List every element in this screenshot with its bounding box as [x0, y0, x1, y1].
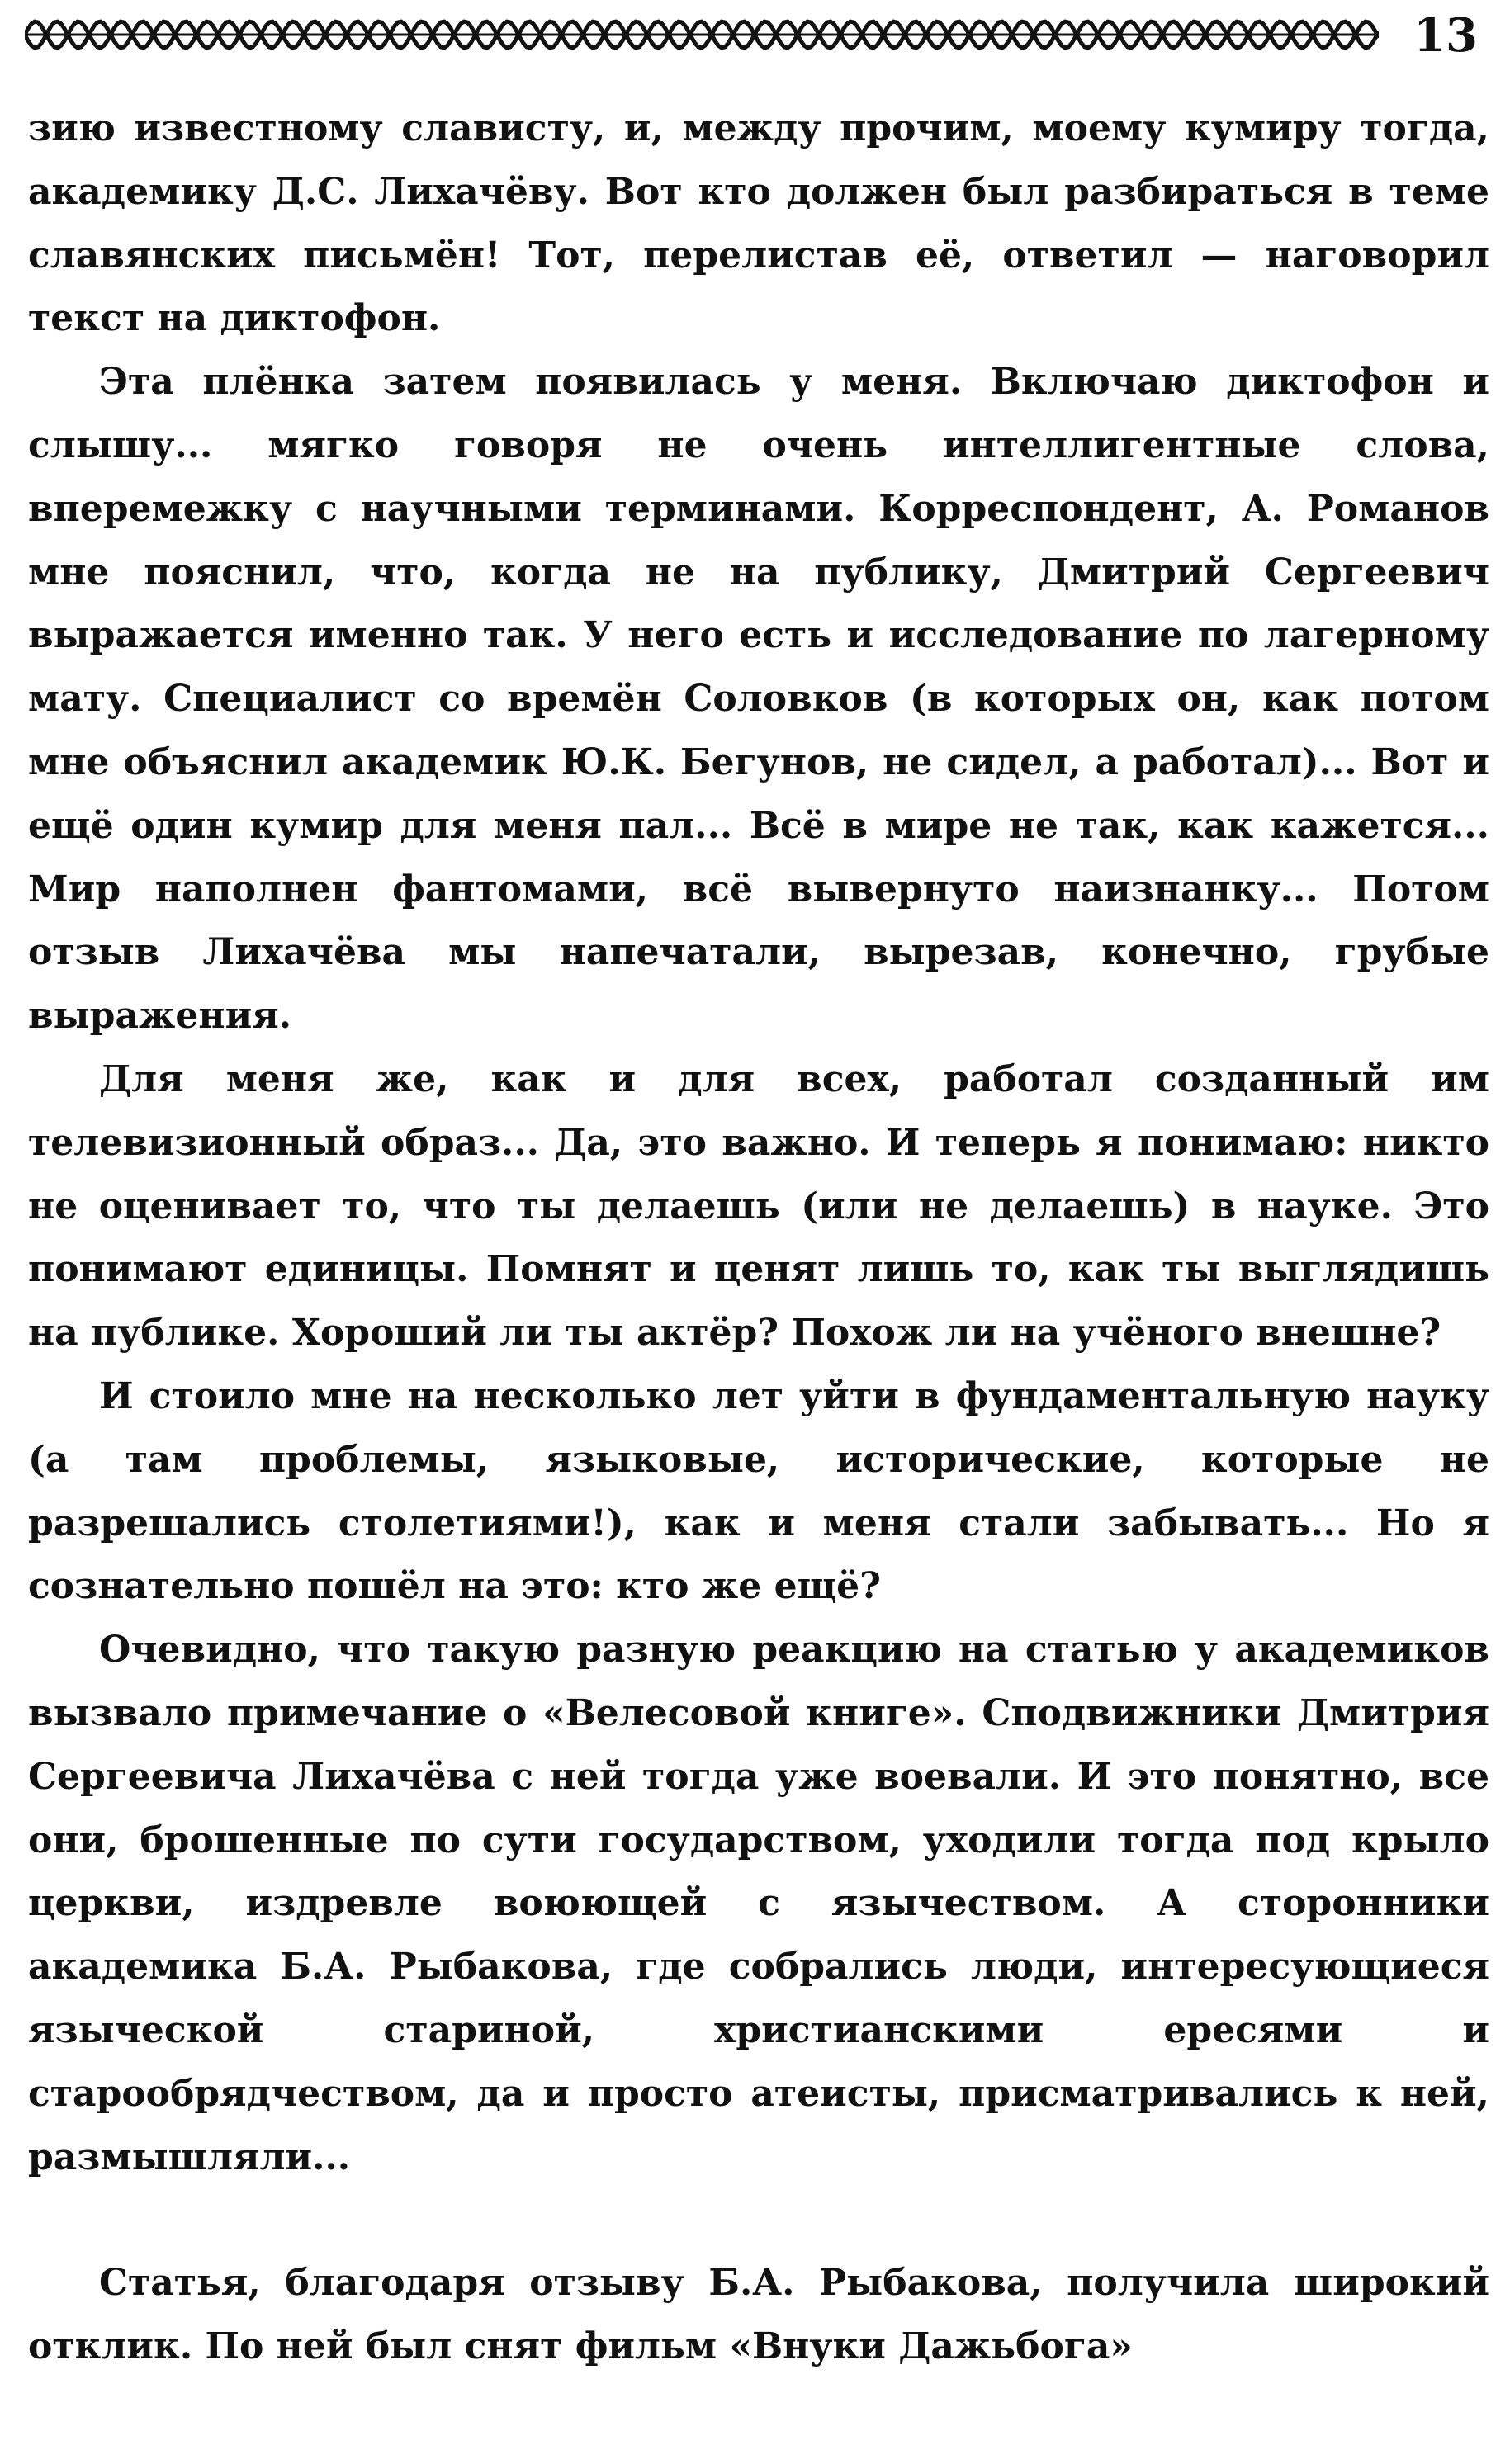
braided-border-ornament-icon — [25, 15, 1379, 54]
page-header — [25, 5, 1486, 71]
paragraph-2: Эта плёнка затем появилась у меня. Включаю диктофон и слышу... мягко говоря не очень интеллигентные слова, вперемежку с научными терминами. Корреспондент, А. Романов мне пояснил, что, когда не на публику, Дмитрий Сергеевич выражается именно так. У него есть и исследование по лагерному мату. Специалист со времён Соловков (в которых он, как потом мне объяснил академик Ю.К. Бегунов, не сидел, а работал)... Вот и ещё один кумир для меня пал... Всё в мире не так, как кажется... Мир наполнен фантомами, всё вывернуто наизнанку... Потом отзыв Лихачёва мы напечатали, вырезав, конечно, грубые выражения. — [28, 361, 1489, 1038]
paragraph-5: Очевидно, что такую разную реакцию на статью у академиков вызвало примечание о «Велесовой книге». Сподвижники Дмитрия Сергеевича Лихачёва с ней тогда уже воевали. И это понятно, все они, брошенные по сути государством, уходили тогда под крыло церкви, издревле воюющей с язычеством. А сторонники академика Б.А. Рыбакова, где собрались люди, интересующиеся языческой стариной, христианскими ересями и старообрядчеством, да и просто атеисты, присматривались к ней, размышляли... — [28, 1629, 1489, 2178]
paragraph-4: И стоило мне на несколько лет уйти в фундаментальную науку (а там проблемы, языковые, исторические, которые не разрешались столетиями!), как и меня стали забывать... Но я сознательно пошёл на это: кто же ещё? — [28, 1374, 1489, 1608]
paragraph-6: Статья, благодаря отзыву Б.А. Рыбакова, получила широкий отклик. По ней был снят фильм «Внуки Дажьбога» — [28, 2262, 1489, 2368]
paragraph-1: зию известному слависту, и, между прочим, моему кумиру тогда, академику Д.С. Лихачёву. Вот кто должен был разбираться в теме славянских письмён! Тот, перелистав её, ответил — наговорил текст на диктофон. — [28, 107, 1489, 340]
paragraph-3: Для меня же, как и для всех, работал созданный им телевизионный образ... Да, это важно. И теперь я понимаю: никто не оценивает то, что ты делаешь (или не делаешь) в науке. Это понимают единицы. Помнят и ценят лишь то, как ты выглядишь на публике. Хороший ли ты актёр? Похож ли на учёного внешне? — [28, 1057, 1489, 1355]
body-text — [28, 97, 1489, 2379]
page-number: 13 — [1413, 8, 1478, 63]
